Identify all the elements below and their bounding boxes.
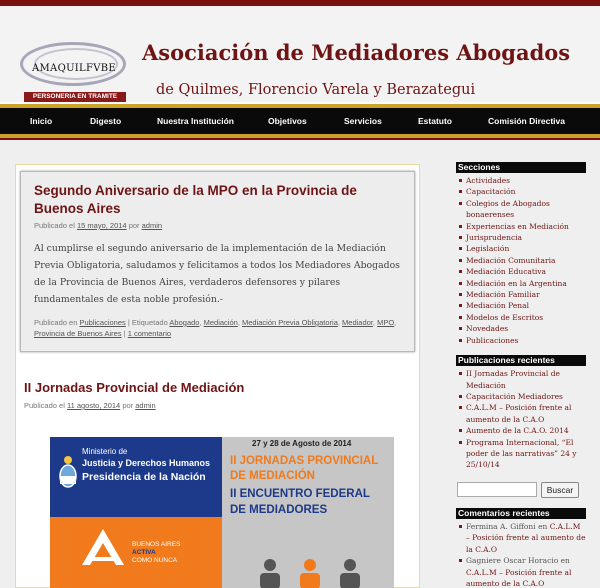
sidebar-item-mediacion-educativa[interactable]: Mediación Educativa <box>459 266 586 277</box>
site-subtitle: de Quilmes, Florencio Varela y Berazategui <box>156 82 476 98</box>
banner-presidency: Presidencia de la Nación <box>82 471 206 483</box>
sidebar-item-modelos[interactable]: Modelos de Escritos <box>459 312 586 323</box>
post-author-link[interactable]: admin <box>141 221 163 230</box>
recent-posts-widget-title: Publicaciones recientes <box>456 355 586 366</box>
tag-link[interactable]: Mediador <box>342 318 373 327</box>
post-footer-meta: Publicado en Publicaciones | Etiquetado Abogado, Mediación, Mediación Previa Obligatoria, Mediador, MPO, Provincia de Buenos Aires | 1 comentario <box>34 318 397 338</box>
sidebar-item-mediacion-comunitaria[interactable]: Mediación Comunitaria <box>459 255 586 266</box>
nav-item-inicio[interactable]: Inicio <box>30 116 53 126</box>
banner-line-3: II ENCUENTRO FEDERAL <box>230 488 370 500</box>
logo-text: AMAQUILFVBE <box>31 63 116 74</box>
comment-author[interactable]: Fermina A. Giffoni <box>466 522 536 531</box>
recent-comment <box>459 555 586 588</box>
by-label: por <box>128 221 140 230</box>
banner-ba-1: BUENOS AIRES <box>132 541 181 548</box>
recent-post-link[interactable]: Aumento de la C.A.O. 2014 <box>459 425 586 436</box>
comment-post-link[interactable]: C.A.L.M – Posición frente al aumento de la C.A.O <box>466 567 572 588</box>
sidebar-item-actividades[interactable]: Actividades <box>459 175 586 186</box>
sidebar-item-mediacion-argentina[interactable]: Mediación en la Argentina <box>459 278 586 289</box>
banner-ba-3: COMO NUNCA <box>132 557 178 564</box>
by-label: por <box>122 401 134 410</box>
recent-comments-widget <box>456 508 586 588</box>
published-label: Publicado el <box>34 221 75 230</box>
recent-post-link[interactable]: C.A.L.M – Posición frente al aumento de la C.A.O <box>459 402 586 425</box>
comment-on-label: en <box>560 556 570 566</box>
main-nav <box>0 108 600 134</box>
event-banner-image[interactable] <box>50 437 394 588</box>
comments-link[interactable]: 1 comentario <box>127 329 172 338</box>
recent-post-link[interactable]: II Jornadas Provincial de Mediación <box>459 368 586 391</box>
nav-item-objetivos[interactable]: Objetivos <box>268 116 307 126</box>
site-title[interactable]: Asociación de Mediadores Abogados <box>142 40 571 65</box>
tag-link[interactable]: MPO <box>377 318 395 327</box>
sections-widget-title: Secciones <box>456 162 586 173</box>
post-title-2[interactable]: II Jornadas Provincial de Mediación <box>24 380 245 395</box>
nav-item-digesto[interactable]: Digesto <box>90 116 122 126</box>
logo-band: PERSONERIA EN TRAMITE <box>24 92 126 102</box>
sidebar-item-mediacion-penal[interactable]: Mediación Penal <box>459 300 586 311</box>
banner-dates: 27 y 28 de Agosto de 2014 <box>252 439 352 448</box>
search-input[interactable] <box>457 482 537 497</box>
recent-comments-list <box>456 521 586 588</box>
sticky-post <box>20 171 415 352</box>
recent-posts-list <box>456 368 586 471</box>
people-meeting-icon <box>250 555 370 588</box>
post-title[interactable]: Segundo Aniversario de la MPO en la Provincia de Buenos Aires <box>34 183 357 216</box>
tag-link[interactable]: Mediación <box>203 318 238 327</box>
nav-item-comision-directiva[interactable]: Comisión Directiva <box>488 116 565 126</box>
banner-ministry-1: Ministerio de <box>82 447 128 456</box>
post-author-link[interactable]: admin <box>135 401 156 410</box>
site-logo[interactable] <box>18 40 130 104</box>
recent-post-link[interactable]: Programa Internacional, “El poder de las narrativas” 24 y 25/10/14 <box>459 437 586 471</box>
sidebar-item-capacitacion[interactable]: Capacitación <box>459 186 586 197</box>
post-date-link[interactable]: 11 agosto, 2014 <box>66 401 121 410</box>
tag-link[interactable]: Mediación Previa Obligatoria <box>241 318 338 327</box>
posted-in-label: Publicado en <box>34 318 78 327</box>
sidebar-item-legislacion[interactable]: Legislación <box>459 243 586 254</box>
post-meta-2 <box>24 401 156 410</box>
recent-comment <box>459 521 586 555</box>
post-meta <box>34 221 162 230</box>
sidebar-item-jurisprudencia[interactable]: Jurisprudencia <box>459 232 586 243</box>
sidebar-item-experiencias[interactable]: Experiencias en Mediación <box>459 221 586 232</box>
sidebar-item-novedades[interactable]: Novedades <box>459 323 586 334</box>
nav-item-estatuto[interactable]: Estatuto <box>418 116 452 126</box>
banner-line-1: II JORNADAS PROVINCIAL <box>230 455 379 467</box>
search-button[interactable]: Buscar <box>541 482 579 498</box>
banner-ba-2: ACTIVA <box>132 549 156 556</box>
post-excerpt: Al cumplirse el segundo aniversario de la implementación de la Mediación Previa Obligatoria, saludamos y felicitamos a todos los Mediadores Abogados de la Provincia de Buenos Aires, verdaderos defensores y pilares fundamentales de esta noble profesión.- <box>34 243 400 305</box>
nav-item-servicios[interactable]: Servicios <box>344 116 382 126</box>
banner-line-2: DE MEDIACIÓN <box>230 470 315 482</box>
sidebar-item-mediacion-familiar[interactable]: Mediación Familiar <box>459 289 586 300</box>
site-header <box>0 6 600 102</box>
coat-of-arms-icon <box>58 454 78 492</box>
comment-on-label: en <box>538 522 548 531</box>
search-form <box>457 482 587 500</box>
tagged-label: Etiquetado <box>131 318 168 327</box>
published-label: Publicado el <box>24 401 65 410</box>
comment-author[interactable]: Gagniere Oscar Horacio <box>466 556 559 566</box>
sections-list <box>456 175 586 346</box>
sidebar-item-colegios[interactable]: Colegios de Abogados bonaerenses <box>459 198 586 221</box>
recent-post-link[interactable]: Capacitación Mediadores <box>459 391 586 402</box>
recent-comments-widget-title: Comentarios recientes <box>456 508 586 519</box>
nav-item-nuestra-institucion[interactable]: Nuestra Institución <box>157 116 234 126</box>
sidebar <box>456 162 586 471</box>
tag-link[interactable]: Abogado <box>169 318 200 327</box>
banner-ministry-2: Justicia y Derechos Humanos <box>82 458 211 468</box>
category-link[interactable]: Publicaciones <box>79 318 126 327</box>
tag-link[interactable]: Provincia de Buenos Aires <box>34 329 122 338</box>
comment-post-link[interactable]: C.A.L.M – Posición frente al aumento de la C.A.O <box>466 522 586 554</box>
buenos-aires-logo-icon <box>80 527 126 567</box>
post-date-link[interactable]: 15 mayo, 2014 <box>76 221 127 230</box>
banner-line-4: DE MEDIADORES <box>230 504 328 516</box>
sidebar-item-publicaciones[interactable]: Publicaciones <box>459 335 586 346</box>
